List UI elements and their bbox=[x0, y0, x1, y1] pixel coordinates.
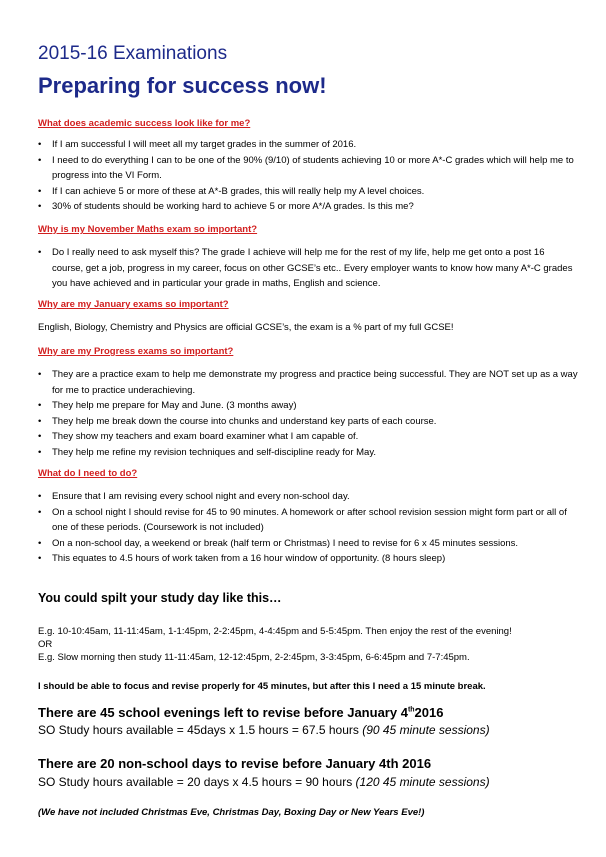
list-item: • If I am successful I will meet all my target grades in the summer of 2016. bbox=[38, 137, 578, 153]
section-heading-progress: Why are my Progress exams so important? bbox=[38, 346, 234, 357]
progress-list bbox=[38, 367, 578, 460]
january-text: English, Biology, Chemistry and Physics are official GCSE’s, the exam is a % part of my full GCSE! bbox=[38, 322, 454, 333]
study-example-1: E.g. 10-10:45am, 11-11:45am, 1-1:45pm, 2-2:45pm, 4-4:45pm and 5-5:45pm. Then enjoy the rest of the evening! bbox=[38, 626, 512, 637]
nonschool-days-heading: There are 20 non-school days to revise before January 4th 2016 bbox=[38, 756, 432, 771]
page-subtitle: Preparing for success now! bbox=[38, 73, 327, 98]
page-title: 2015-16 Examinations bbox=[38, 43, 228, 64]
study-heading: You could spilt your study day like this… bbox=[38, 591, 282, 605]
list-item: • Do I really need to ask myself this? The grade I achieve will help me for the rest of my life, help me get onto a post 16 course, get a job, progress in my career, focus on other GCSE’s etc.. Every employer wants to know how many A*-C grades you have achieved and in particular your grade in maths, English and science. bbox=[38, 245, 578, 292]
list-item: • They show my teachers and exam board examiner what I am capable of. bbox=[38, 429, 578, 445]
footnote: (We have not included Christmas Eve, Christmas Day, Boxing Day or New Years Eve!) bbox=[38, 807, 425, 818]
maths-list bbox=[38, 245, 578, 292]
section-heading-maths: Why is my November Maths exam so important? bbox=[38, 224, 258, 235]
section-heading-success: What does academic success look like for me? bbox=[38, 118, 251, 129]
success-list bbox=[38, 137, 578, 215]
list-item: • They help me refine my revision techniques and self-discipline ready for May. bbox=[38, 445, 578, 461]
list-item: • They are a practice exam to help me demonstrate my progress and practice being successful. They are NOT set up as a way for me to practice underachieving. bbox=[38, 367, 578, 398]
list-item: • They help me prepare for May and June. (3 months away) bbox=[38, 398, 578, 414]
study-example-2: E.g. Slow morning then study 11-11:45am, 12-12:45pm, 2-2:45pm, 3-3:45pm, 6-6:45pm and 7-7:45pm. bbox=[38, 652, 470, 663]
list-item: • 30% of students should be working hard to achieve 5 or more A*/A grades. Is this me? bbox=[38, 199, 578, 215]
list-item: • On a non-school day, a weekend or break (half term or Christmas) I need to revise for 6 x 45 minutes sessions. bbox=[38, 536, 578, 552]
study-or: OR bbox=[38, 639, 53, 650]
list-item: • Ensure that I am revising every school night and every non-school day. bbox=[38, 489, 578, 505]
school-evenings-calc: SO Study hours available = 45days x 1.5 hours = 67.5 hours (90 45 minute sessions) bbox=[38, 723, 490, 737]
list-item: • They help me break down the course into chunks and understand key parts of each course. bbox=[38, 414, 578, 430]
list-item: • I need to do everything I can to be one of the 90% (9/10) of students achieving 10 or more A*-C grades which will help me to progress into the VI Form. bbox=[38, 153, 578, 184]
study-focus-note: I should be able to focus and revise properly for 45 minutes, but after this I need a 15 minute break. bbox=[38, 681, 486, 692]
list-item: • On a school night I should revise for 45 to 90 minutes. A homework or after school revision session might form part or all of one of these periods. (Coursework is not included) bbox=[38, 505, 578, 536]
list-item: • This equates to 4.5 hours of work taken from a 16 hour window of opportunity. (8 hours sleep) bbox=[38, 551, 578, 567]
nonschool-days-calc: SO Study hours available = 20 days x 4.5 hours = 90 hours (120 45 minute sessions) bbox=[38, 775, 490, 789]
list-item: • If I can achieve 5 or more of these at A*-B grades, this will really help my A level choices. bbox=[38, 184, 578, 200]
section-heading-january: Why are my January exams so important? bbox=[38, 299, 229, 310]
section-heading-todo: What do I need to do? bbox=[38, 468, 138, 479]
todo-list bbox=[38, 489, 578, 567]
school-evenings-heading: There are 45 school evenings left to revise before January 4th2016 bbox=[38, 705, 444, 720]
